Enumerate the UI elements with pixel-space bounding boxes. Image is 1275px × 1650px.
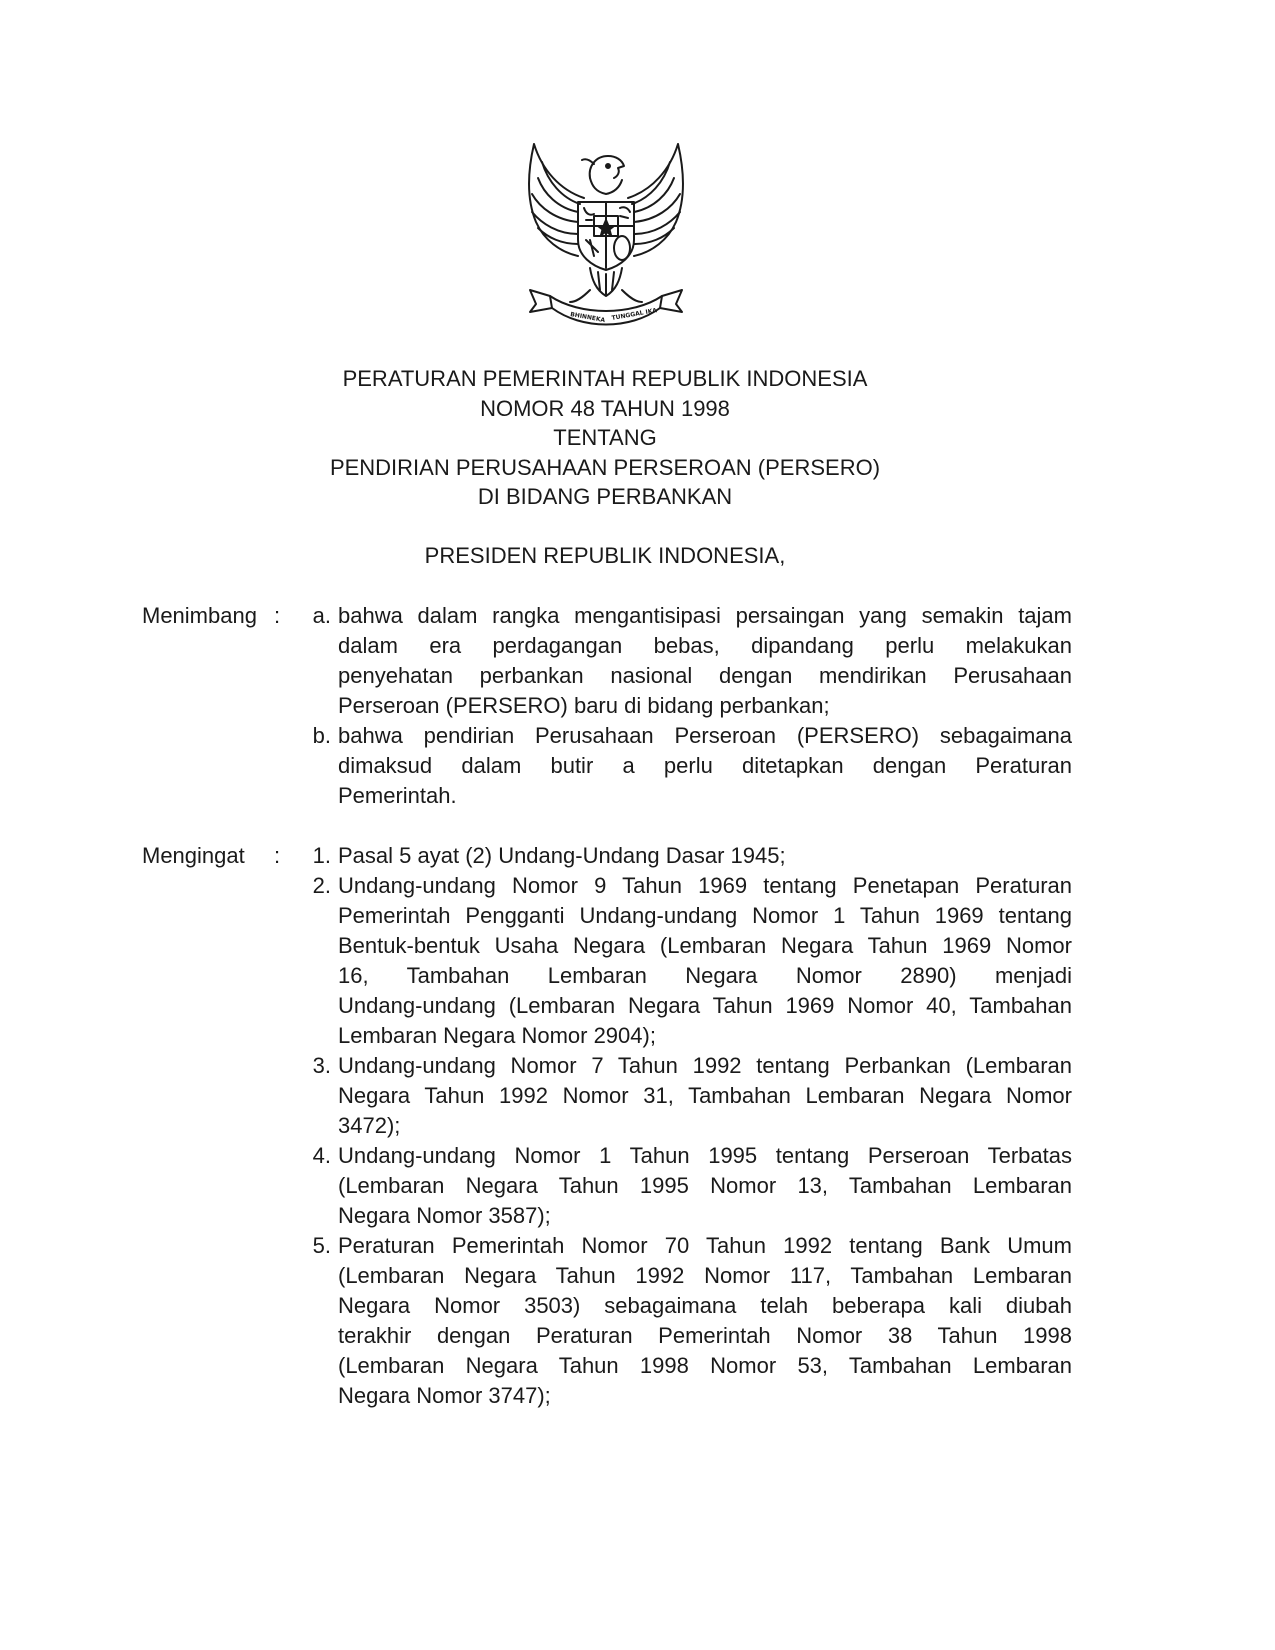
text-line: Undang-undang Nomor 7 Tahun 1992 tentang Perbankan (Lembaran [338,1053,1072,1078]
item-marker: 1. [312,843,331,868]
list-item [142,721,1072,811]
svg-text:BHINNEKA: BHINNEKA [569,311,606,325]
document-title-block [300,364,910,512]
text-line: Negara Nomor 3587); [338,1203,551,1228]
list-item [142,1051,1072,1141]
list-item [142,841,1072,871]
text-line: Perseroan (PERSERO) baru di bidang perbankan; [338,693,830,718]
menimbang-colon: : [274,603,281,628]
title-line-about: TENTANG [553,425,657,451]
text-line: Bentuk-bentuk Usaha Negara (Lembaran Negara Tahun 1969 Nomor [338,933,1072,958]
mengingat-label: Mengingat [142,843,245,868]
text-line: 3472); [338,1113,401,1138]
text-line: dimaksud dalam butir a perlu ditetapkan dengan Peraturan [338,753,1072,778]
list-item [142,601,1072,721]
garuda-emblem-icon [520,140,692,336]
text-line: penyehatan perbankan nasional dengan mendirikan Perusahaan [338,663,1072,688]
text-line: Pemerintah. [338,783,457,808]
item-text [338,1051,1072,1141]
item-marker: 3. [312,1053,331,1078]
text-line: (Lembaran Negara Tahun 1998 Nomor 53, Tambahan Lembaran [338,1353,1072,1378]
item-text [338,841,1072,871]
text-line: 16, Tambahan Lembaran Negara Nomor 2890) menjadi [338,963,1072,988]
text-line: Negara Tahun 1992 Nomor 31, Tambahan Lembaran Negara Nomor [338,1083,1072,1108]
item-text [338,871,1072,1051]
text-line: bahwa pendirian Perusahaan Perseroan (PERSERO) sebagaimana [338,723,1072,748]
text-line: (Lembaran Negara Tahun 1995 Nomor 13, Tambahan Lembaran [338,1173,1072,1198]
list-item [142,1231,1072,1411]
text-line: Negara Nomor 3747); [338,1383,551,1408]
text-line: Pemerintah Pengganti Undang-undang Nomor 1 Tahun 1969 tentang [338,903,1072,928]
item-marker: b. [312,723,331,748]
text-line: Pasal 5 ayat (2) Undang-Undang Dasar 1945; [338,843,786,868]
item-text [338,1141,1072,1231]
item-marker: 2. [312,873,331,898]
title-line-subject: PENDIRIAN PERUSAHAAN PERSEROAN (PERSERO) [329,454,881,480]
text-line: Peraturan Pemerintah Nomor 70 Tahun 1992 tentang Bank Umum [338,1233,1072,1258]
item-text [338,601,1072,721]
item-marker: 4. [312,1143,331,1168]
menimbang-label: Menimbang [142,603,257,628]
item-text [338,1231,1072,1411]
president-heading: PRESIDEN REPUBLIK INDONESIA, [424,543,786,568]
title-line-number: NOMOR 48 TAHUN 1998 [480,395,730,421]
title-line-field: DI BIDANG PERBANKAN [477,484,733,510]
mengingat-colon: : [274,843,281,868]
text-line: Undang-undang Nomor 1 Tahun 1995 tentang Perseroan Terbatas [338,1143,1072,1168]
text-line: Lembaran Negara Nomor 2904); [338,1023,656,1048]
mengingat-list [142,841,1072,1411]
text-line: (Lembaran Negara Tahun 1992 Nomor 117, Tambahan Lembaran [338,1263,1072,1288]
text-line: Undang-undang Nomor 9 Tahun 1969 tentang Penetapan Peraturan [338,873,1072,898]
item-text [338,721,1072,811]
text-line: bahwa dalam rangka mengantisipasi persaingan yang semakin tajam [338,603,1072,628]
menimbang-list [142,601,1072,811]
item-marker: 5. [312,1233,331,1258]
list-item [142,1141,1072,1231]
item-marker: a. [312,603,331,628]
text-line: dalam era perdagangan bebas, dipandang perlu melakukan [338,633,1072,658]
title-line-regulation: PERATURAN PEMERINTAH REPUBLIK INDONESIA [342,366,868,391]
text-line: Negara Nomor 3503) sebagaimana telah beberapa kali diubah [338,1293,1072,1318]
svg-text:TUNGGAL IKA: TUNGGAL IKA [611,307,658,322]
list-item [142,871,1072,1051]
text-line: Undang-undang (Lembaran Negara Tahun 1969 Nomor 40, Tambahan [338,993,1072,1018]
text-line: terakhir dengan Peraturan Pemerintah Nomor 38 Tahun 1998 [338,1323,1072,1348]
